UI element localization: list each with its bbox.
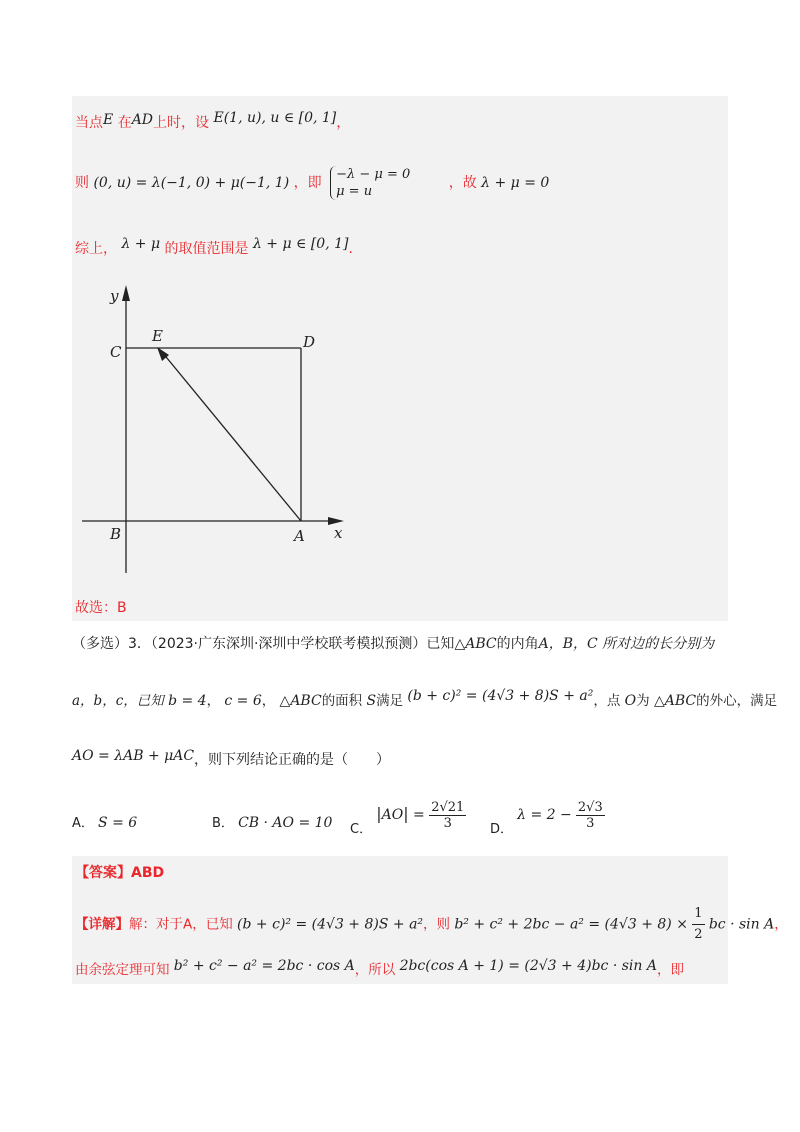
solution-block-2 [72, 856, 788, 984]
question-line-1: （多选）3．（2023·广东深圳·深圳中学校联考模拟预测）已知△ABC的内角A，B，C 所对边的长分别为 [72, 636, 715, 652]
question-line-2: a，b，c，已知 b = 4， c = 6， △ABC的面积 S满足 (b + c)² = (4√3 + 8)S + a²，点 O为 △ABC的外心，满足 [72, 688, 778, 709]
answer-label: 【答案】ABD [75, 865, 165, 881]
point-D-label: D [303, 333, 316, 351]
question-line-3: AO = λAB + μAC，则下列结论正确的是（ ） [72, 748, 391, 768]
y-label: y [110, 287, 119, 305]
x-label: x [334, 524, 343, 542]
solution-block-1 [72, 96, 728, 621]
choice-A[interactable]: A． S = 6 [72, 815, 138, 831]
vector-AE [162, 352, 301, 521]
y-axis-arrow [122, 285, 130, 301]
detail-line-1: 【详解】解：对于A，已知 (b + c)² = (4√3 + 8)S + a²，则 b² + c² + 2bc − a² = (4√3 + 8) × $\frac{1}{2}$ bc · sin A， [75, 904, 788, 945]
point-A-label: A [294, 527, 305, 545]
answer-line: 故选：B [75, 600, 127, 616]
coordinate-figure [72, 281, 372, 581]
choice-C-fraction: $\frac{2√21}{3}$ [431, 800, 465, 831]
solution-line-1: 当点E 在AD上时，设 E(1, u), u ∈ [0, 1]， [75, 110, 351, 131]
choice-D-fraction: $\frac{2√3}{3}$ [577, 800, 603, 831]
choice-C[interactable]: C． |AO| = $\frac{2√21}{3}$ [350, 800, 465, 837]
point-B-label: B [110, 525, 122, 543]
half-fraction: $\frac{1}{2}$ [694, 906, 703, 942]
point-C-label: C [110, 343, 122, 361]
point-E-label: E [152, 327, 163, 345]
choice-B[interactable]: B． CB · AO = 10 [212, 815, 333, 831]
choice-D[interactable]: D． λ = 2 − $\frac{2√3}{3}$ [490, 800, 603, 837]
solution-line-2: 则 (0, u) = λ(−1, 0) + μ(−1, 1) ，即 −λ − μ = 0 μ = u ，故 λ + μ = 0 [75, 167, 550, 199]
detail-line-2: 由余弦定理可知 b² + c² − a² = 2bc · cos A，所以 2bc(cos A + 1) = (2√3 + 4)bc · sin A，即 [75, 958, 684, 978]
solution-line-3: 综上， λ + μ 的取值范围是 λ + μ ∈ [0, 1]. [75, 236, 353, 257]
equation-system: −λ − μ = 0 μ = u [330, 166, 410, 200]
